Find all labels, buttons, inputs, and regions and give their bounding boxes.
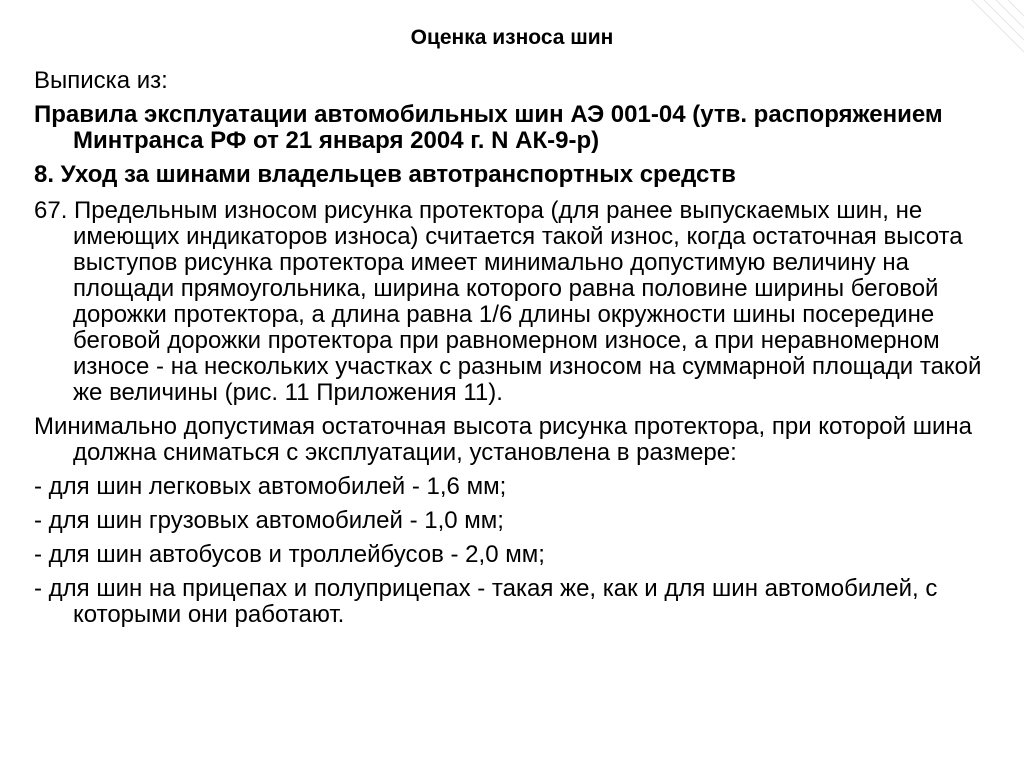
min-tread-depth-intro: Минимально допустимая остаточная высота рисунка протектора, при которой шина должна сниматься с эксплуатации, установлена в размере: <box>34 413 972 466</box>
list-item-passenger-cars: - для шин легковых автомобилей - 1,6 мм; <box>34 473 507 500</box>
slide-title: Оценка износа шин <box>410 26 614 49</box>
list-item-trucks: - для шин грузовых автомобилей - 1,0 мм; <box>34 507 504 534</box>
clause-67: 67. Предельным износом рисунка протектора (для ранее выпускаемых шин, не имеющих индикаторов износа) считается такой износ, когда остаточная высота выступов рисунка протектора имеет минимально допустимую величину на площади прямоугольника, ширина которого равна половине ширины беговой дорожки протектора, а длина равна 1/6 длины окружности шины посередине беговой дорожки протектора при равномерном износе, а при неравномерном износе - на нескольких участках с разным износом на суммарной площади такой же величины (рис. 11 Приложения 11). <box>34 197 982 406</box>
section-heading: 8. Уход за шинами владельцев автотранспортных средств <box>34 161 736 188</box>
list-item-trailers: - для шин на прицепах и полуприцепах - такая же, как и для шин автомобилей, с которыми они работают. <box>34 575 938 628</box>
list-item-buses: - для шин автобусов и троллейбусов - 2,0 мм; <box>34 541 545 568</box>
rules-reference: Правила эксплуатации автомобильных шин АЭ 001-04 (утв. распоряжением Минтранса РФ от 21 января 2004 г. N АК-9-р) <box>34 101 943 154</box>
slide-content <box>34 68 1009 628</box>
excerpt-intro: Выписка из: <box>34 67 168 94</box>
